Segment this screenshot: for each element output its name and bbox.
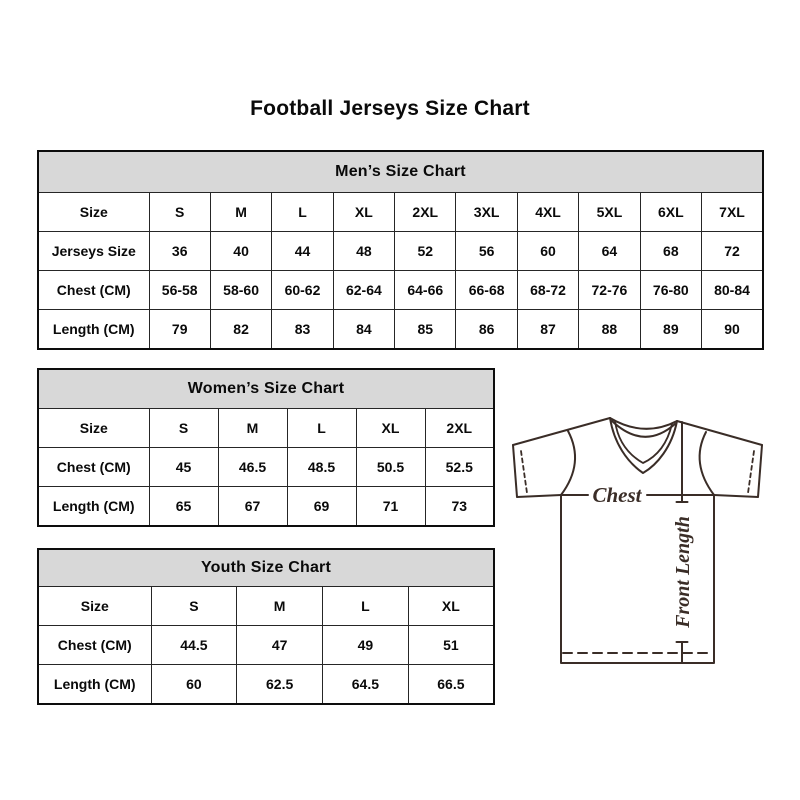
value-cell: 71 xyxy=(356,487,425,527)
youth-size-table xyxy=(37,548,495,705)
value-cell: 64.5 xyxy=(323,665,409,705)
jersey-diagram-svg xyxy=(505,405,780,695)
jersey-left-cuff-dashed-line xyxy=(521,451,527,493)
jersey-right-sleeve-seam xyxy=(700,432,714,495)
page-title: Football Jerseys Size Chart xyxy=(250,97,530,120)
value-cell: 60 xyxy=(517,232,578,271)
value-cell: 47 xyxy=(237,626,323,665)
table-row xyxy=(38,487,494,527)
value-cell: 83 xyxy=(272,310,333,350)
row-label-cell: Length (CM) xyxy=(38,487,149,527)
value-cell: 82 xyxy=(210,310,271,350)
jersey-measurement-diagram xyxy=(505,405,780,695)
table-header-row xyxy=(38,369,494,409)
table-row xyxy=(38,232,763,271)
youth-table-title: Youth Size Chart xyxy=(38,549,494,587)
value-cell: 52 xyxy=(395,232,456,271)
value-cell: 44.5 xyxy=(151,626,237,665)
value-cell: 86 xyxy=(456,310,517,350)
value-cell: 80-84 xyxy=(702,271,763,310)
value-cell: 36 xyxy=(149,232,210,271)
value-cell: M xyxy=(210,193,271,232)
value-cell: S xyxy=(149,193,210,232)
value-cell: L xyxy=(272,193,333,232)
value-cell: 48.5 xyxy=(287,448,356,487)
value-cell: 76-80 xyxy=(640,271,701,310)
value-cell: 90 xyxy=(702,310,763,350)
table-row xyxy=(38,271,763,310)
value-cell: 66-68 xyxy=(456,271,517,310)
value-cell: 65 xyxy=(149,487,218,527)
table-row xyxy=(38,448,494,487)
value-cell: 45 xyxy=(149,448,218,487)
womens-size-table xyxy=(37,368,495,527)
value-cell: L xyxy=(323,587,409,626)
value-cell: 51 xyxy=(408,626,494,665)
jersey-left-sleeve-outline xyxy=(513,445,561,497)
value-cell: 2XL xyxy=(395,193,456,232)
front-length-label: Front Length xyxy=(672,516,694,628)
value-cell: 85 xyxy=(395,310,456,350)
value-cell: 88 xyxy=(579,310,640,350)
table-row xyxy=(38,409,494,448)
value-cell: 68-72 xyxy=(517,271,578,310)
jersey-left-shoulder-line xyxy=(513,418,610,445)
table-row xyxy=(38,587,494,626)
value-cell: 48 xyxy=(333,232,394,271)
row-label-cell: Chest (CM) xyxy=(38,271,149,310)
value-cell: 68 xyxy=(640,232,701,271)
value-cell: 72 xyxy=(702,232,763,271)
value-cell: XL xyxy=(356,409,425,448)
jersey-right-sleeve-outline xyxy=(714,445,762,497)
value-cell: 62-64 xyxy=(333,271,394,310)
table-row xyxy=(38,626,494,665)
value-cell: 66.5 xyxy=(408,665,494,705)
value-cell: 58-60 xyxy=(210,271,271,310)
value-cell: 40 xyxy=(210,232,271,271)
row-label-cell: Length (CM) xyxy=(38,665,151,705)
value-cell: M xyxy=(218,409,287,448)
chest-label: Chest xyxy=(592,483,642,507)
value-cell: S xyxy=(149,409,218,448)
value-cell: S xyxy=(151,587,237,626)
value-cell: 44 xyxy=(272,232,333,271)
table-header-row xyxy=(38,549,494,587)
table-row xyxy=(38,665,494,705)
row-label-cell: Chest (CM) xyxy=(38,626,151,665)
value-cell: M xyxy=(237,587,323,626)
row-label-cell: Jerseys Size xyxy=(38,232,149,271)
value-cell: 64 xyxy=(579,232,640,271)
value-cell: 64-66 xyxy=(395,271,456,310)
row-label-cell: Size xyxy=(38,587,151,626)
mens-table-title: Men’s Size Chart xyxy=(38,151,763,193)
value-cell: 4XL xyxy=(517,193,578,232)
value-cell: 7XL xyxy=(702,193,763,232)
value-cell: 67 xyxy=(218,487,287,527)
jersey-left-sleeve-seam xyxy=(561,431,575,495)
value-cell: 6XL xyxy=(640,193,701,232)
value-cell: 5XL xyxy=(579,193,640,232)
row-label-cell: Chest (CM) xyxy=(38,448,149,487)
womens-table-title: Women’s Size Chart xyxy=(38,369,494,409)
value-cell: 52.5 xyxy=(425,448,494,487)
value-cell: 2XL xyxy=(425,409,494,448)
jersey-right-shoulder-line xyxy=(677,421,762,445)
row-label-cell: Size xyxy=(38,193,149,232)
table-row xyxy=(38,193,763,232)
value-cell: 69 xyxy=(287,487,356,527)
value-cell: L xyxy=(287,409,356,448)
value-cell: 60 xyxy=(151,665,237,705)
value-cell: 50.5 xyxy=(356,448,425,487)
value-cell: XL xyxy=(408,587,494,626)
value-cell: 79 xyxy=(149,310,210,350)
table-row xyxy=(38,310,763,350)
value-cell: 56 xyxy=(456,232,517,271)
row-label-cell: Length (CM) xyxy=(38,310,149,350)
jersey-right-cuff-dashed-line xyxy=(748,451,754,493)
value-cell: 49 xyxy=(323,626,409,665)
value-cell: 89 xyxy=(640,310,701,350)
row-label-cell: Size xyxy=(38,409,149,448)
value-cell: 72-76 xyxy=(579,271,640,310)
value-cell: 56-58 xyxy=(149,271,210,310)
value-cell: 62.5 xyxy=(237,665,323,705)
mens-size-table xyxy=(37,150,764,350)
value-cell: 60-62 xyxy=(272,271,333,310)
value-cell: XL xyxy=(333,193,394,232)
value-cell: 46.5 xyxy=(218,448,287,487)
value-cell: 84 xyxy=(333,310,394,350)
value-cell: 3XL xyxy=(456,193,517,232)
table-header-row xyxy=(38,151,763,193)
value-cell: 73 xyxy=(425,487,494,527)
value-cell: 87 xyxy=(517,310,578,350)
